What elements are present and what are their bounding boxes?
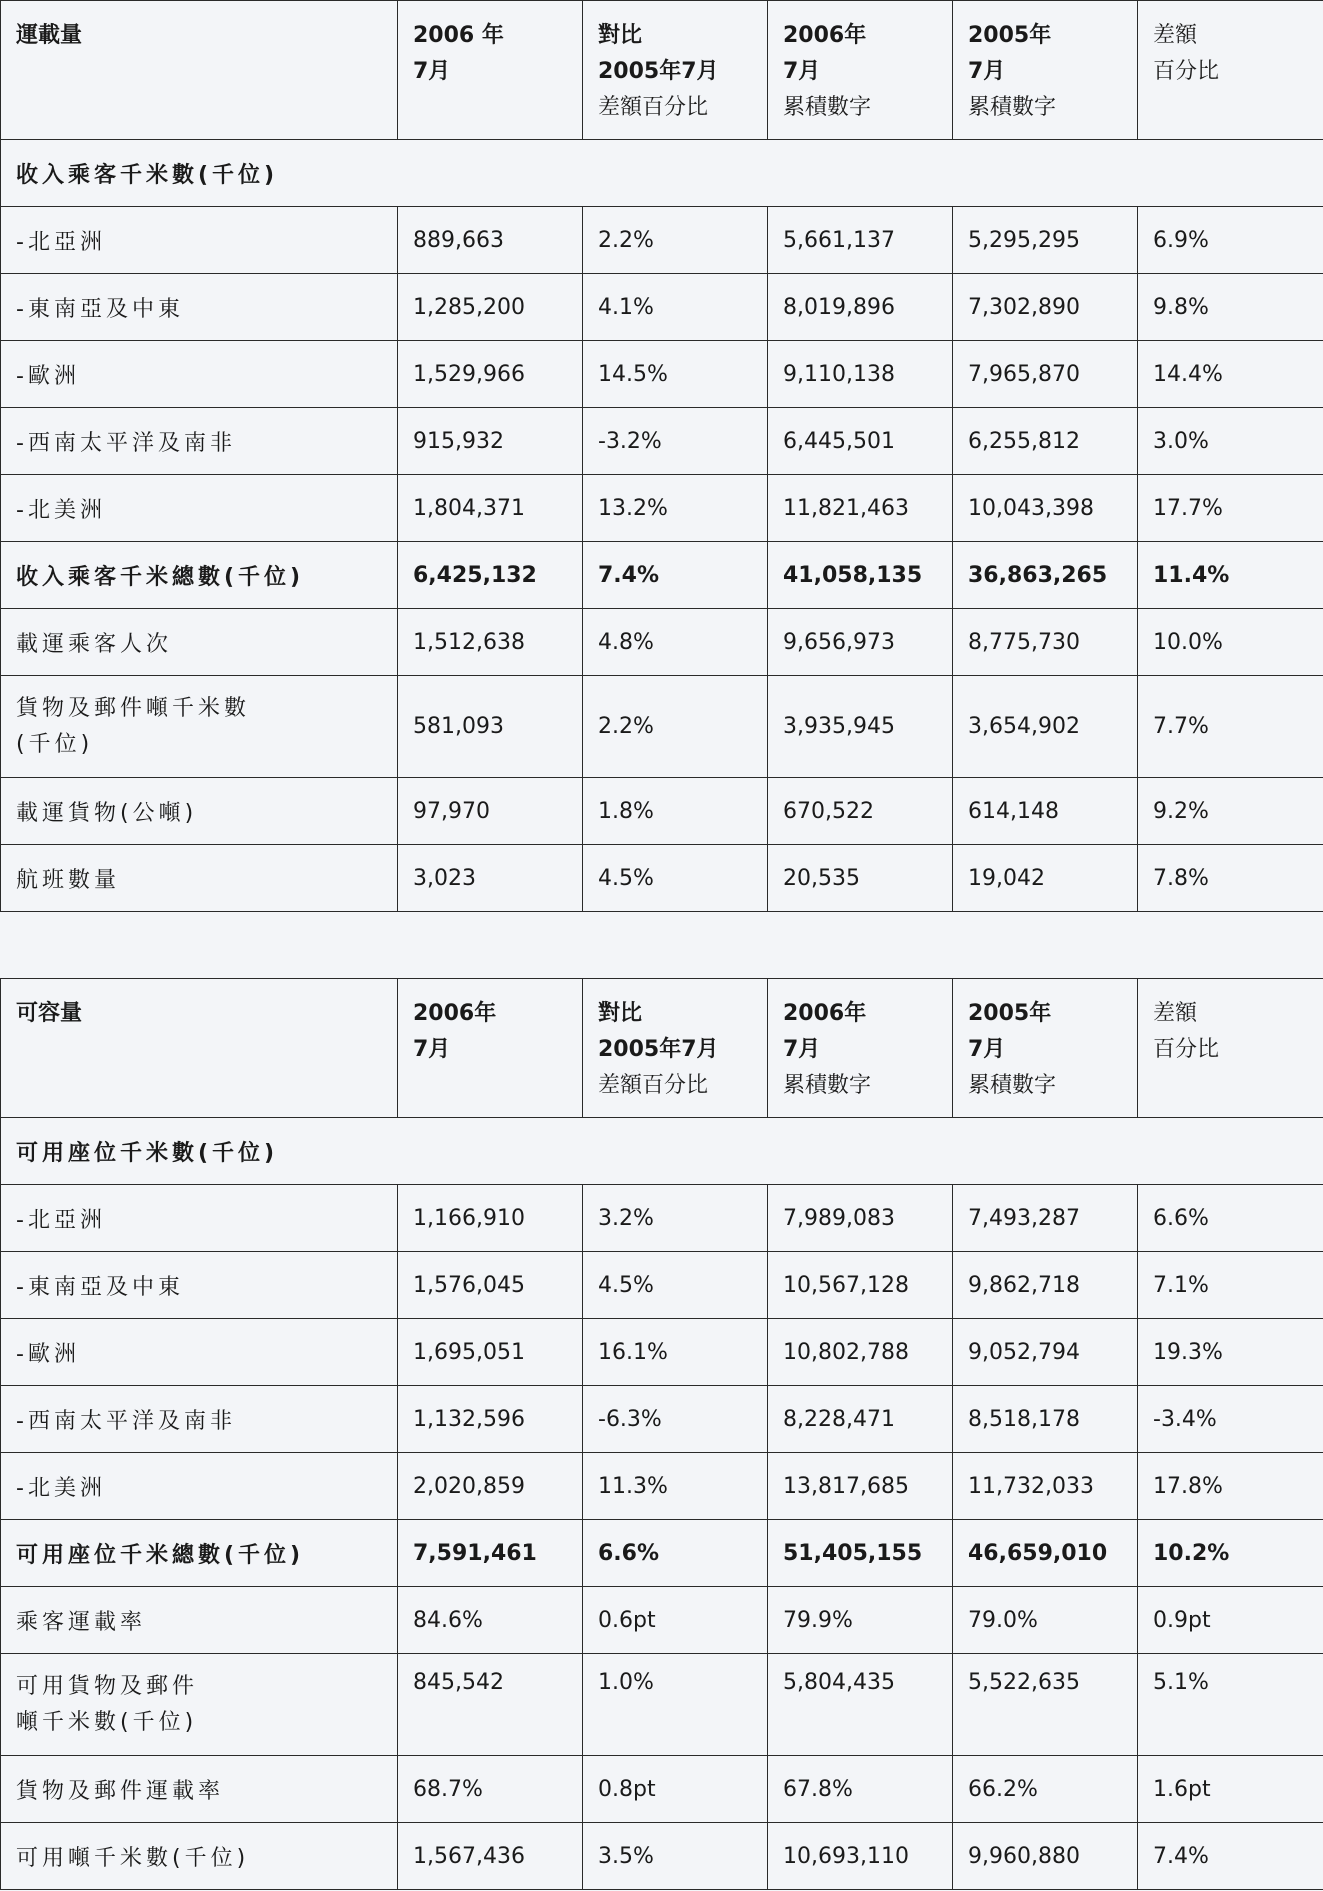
- table-row: [1, 1386, 1323, 1453]
- cell: 8,518,178: [953, 1386, 1138, 1453]
- cell: 9,656,973: [768, 609, 953, 676]
- cell: 6.9%: [1138, 207, 1323, 274]
- cell: 16.1%: [583, 1319, 768, 1386]
- cell: 8,019,896: [768, 274, 953, 341]
- cell: -3.2%: [583, 408, 768, 475]
- cell: 8,775,730: [953, 609, 1138, 676]
- cell: 3,935,945: [768, 676, 953, 778]
- table-row: [1, 778, 1323, 845]
- header-col-diff: 差額 百分比: [1138, 1, 1323, 140]
- cell: 41,058,135: [768, 542, 953, 609]
- cell: 3.0%: [1138, 408, 1323, 475]
- cell: 1,576,045: [398, 1252, 583, 1319]
- row-label: 可用座位千米總數(千位): [1, 1520, 398, 1587]
- cell: 10,802,788: [768, 1319, 953, 1386]
- cell: 1,695,051: [398, 1319, 583, 1386]
- cell: 7.7%: [1138, 676, 1323, 778]
- cell: 10,567,128: [768, 1252, 953, 1319]
- cell: 5,661,137: [768, 207, 953, 274]
- cell: 4.8%: [583, 609, 768, 676]
- row-label: -歐洲: [1, 1319, 398, 1386]
- cell: 9,862,718: [953, 1252, 1138, 1319]
- table-row: [1, 1587, 1323, 1654]
- cell: 1,132,596: [398, 1386, 583, 1453]
- row-label: 載運貨物(公噸): [1, 778, 398, 845]
- cell: 5,522,635: [953, 1654, 1138, 1756]
- row-label: -北亞洲: [1, 1185, 398, 1252]
- table-header-row: [1, 979, 1323, 1118]
- cell: 0.6pt: [583, 1587, 768, 1654]
- cell: 67.8%: [768, 1756, 953, 1823]
- row-label: 載運乘客人次: [1, 609, 398, 676]
- cell: 11,732,033: [953, 1453, 1138, 1520]
- row-label: -北亞洲: [1, 207, 398, 274]
- cell: 581,093: [398, 676, 583, 778]
- cell: 9,052,794: [953, 1319, 1138, 1386]
- table-row: [1, 676, 1323, 778]
- table-row: [1, 274, 1323, 341]
- section-title-row: [1, 1118, 1323, 1185]
- cell: 4.1%: [583, 274, 768, 341]
- cell: 614,148: [953, 778, 1138, 845]
- row-label: -東南亞及中東: [1, 1252, 398, 1319]
- header-col-ytd-2006: 2006年 7月 累積數字: [768, 1, 953, 140]
- header-col-ytd-2005: 2005年 7月 累積數字: [953, 1, 1138, 140]
- section-title: 可用座位千米數(千位): [1, 1118, 1323, 1185]
- header-col-month: 2006年 7月: [398, 979, 583, 1118]
- row-label: -西南太平洋及南非: [1, 408, 398, 475]
- row-label: -西南太平洋及南非: [1, 1386, 398, 1453]
- cell: 7,591,461: [398, 1520, 583, 1587]
- row-label: 乘客運載率: [1, 1587, 398, 1654]
- cell: 1,529,966: [398, 341, 583, 408]
- row-label: -北美洲: [1, 1453, 398, 1520]
- cell: 7.4%: [1138, 1823, 1323, 1890]
- row-label: -歐洲: [1, 341, 398, 408]
- cell: 5,804,435: [768, 1654, 953, 1756]
- cell: 6,255,812: [953, 408, 1138, 475]
- cell: 14.5%: [583, 341, 768, 408]
- cell: 7.1%: [1138, 1252, 1323, 1319]
- cell: 1,285,200: [398, 274, 583, 341]
- cell: 10,043,398: [953, 475, 1138, 542]
- cell: 3.2%: [583, 1185, 768, 1252]
- traffic-table: [0, 0, 1323, 912]
- cell: 1,567,436: [398, 1823, 583, 1890]
- row-label: 可用噸千米數(千位): [1, 1823, 398, 1890]
- header-label: 可容量: [1, 979, 398, 1118]
- cell: 6,445,501: [768, 408, 953, 475]
- cell: 5,295,295: [953, 207, 1138, 274]
- header-col-compare: 對比 2005年7月 差額百分比: [583, 1, 768, 140]
- cell: 889,663: [398, 207, 583, 274]
- cell: 10.2%: [1138, 1520, 1323, 1587]
- cell: 7,493,287: [953, 1185, 1138, 1252]
- row-label: -東南亞及中東: [1, 274, 398, 341]
- cell: 1,166,910: [398, 1185, 583, 1252]
- cell: 9,960,880: [953, 1823, 1138, 1890]
- cell: 13.2%: [583, 475, 768, 542]
- cell: 20,535: [768, 845, 953, 912]
- cell: 7,989,083: [768, 1185, 953, 1252]
- cell: 9.8%: [1138, 274, 1323, 341]
- cell: 1.8%: [583, 778, 768, 845]
- cell: 7,302,890: [953, 274, 1138, 341]
- cell: 79.9%: [768, 1587, 953, 1654]
- table-row: [1, 1756, 1323, 1823]
- cell: -3.4%: [1138, 1386, 1323, 1453]
- row-label: 可用貨物及郵件 噸千米數(千位): [1, 1654, 398, 1756]
- cell: 3,023: [398, 845, 583, 912]
- table-row: [1, 1823, 1323, 1890]
- cell: 97,970: [398, 778, 583, 845]
- cell: 9,110,138: [768, 341, 953, 408]
- cell: 11.3%: [583, 1453, 768, 1520]
- table-row: [1, 207, 1323, 274]
- cell: 66.2%: [953, 1756, 1138, 1823]
- cell: 670,522: [768, 778, 953, 845]
- total-row: [1, 1520, 1323, 1587]
- table-row: [1, 1453, 1323, 1520]
- cell: 68.7%: [398, 1756, 583, 1823]
- cell: 84.6%: [398, 1587, 583, 1654]
- row-label: 收入乘客千米總數(千位): [1, 542, 398, 609]
- cell: 6.6%: [1138, 1185, 1323, 1252]
- cell: 19.3%: [1138, 1319, 1323, 1386]
- table-row: [1, 1252, 1323, 1319]
- cell: 17.7%: [1138, 475, 1323, 542]
- table-row: [1, 475, 1323, 542]
- cell: 1,804,371: [398, 475, 583, 542]
- table-row: [1, 341, 1323, 408]
- cell: 5.1%: [1138, 1654, 1323, 1756]
- cell: 0.9pt: [1138, 1587, 1323, 1654]
- cell: 11.4%: [1138, 542, 1323, 609]
- row-label: 航班數量: [1, 845, 398, 912]
- cell: 51,405,155: [768, 1520, 953, 1587]
- cell: 79.0%: [953, 1587, 1138, 1654]
- row-label: 貨物及郵件噸千米數 (千位): [1, 676, 398, 778]
- cell: 17.8%: [1138, 1453, 1323, 1520]
- table-row: [1, 609, 1323, 676]
- table-row: [1, 1185, 1323, 1252]
- cell: 7.8%: [1138, 845, 1323, 912]
- capacity-table: [0, 978, 1323, 1890]
- table-row: [1, 1319, 1323, 1386]
- row-label: 貨物及郵件運載率: [1, 1756, 398, 1823]
- header-label: 運載量: [1, 1, 398, 140]
- row-label: -北美洲: [1, 475, 398, 542]
- cell: 4.5%: [583, 1252, 768, 1319]
- table-row: [1, 1654, 1323, 1756]
- cell: 845,542: [398, 1654, 583, 1756]
- table-header-row: [1, 1, 1323, 140]
- cell: 915,932: [398, 408, 583, 475]
- section-title: 收入乘客千米數(千位): [1, 140, 1323, 207]
- section-title-row: [1, 140, 1323, 207]
- cell: 1.0%: [583, 1654, 768, 1756]
- header-col-compare: 對比 2005年7月 差額百分比: [583, 979, 768, 1118]
- cell: 3,654,902: [953, 676, 1138, 778]
- cell: 9.2%: [1138, 778, 1323, 845]
- header-col-diff: 差額 百分比: [1138, 979, 1323, 1118]
- cell: 2.2%: [583, 207, 768, 274]
- cell: 7.4%: [583, 542, 768, 609]
- cell: 1,512,638: [398, 609, 583, 676]
- table-row: [1, 408, 1323, 475]
- table-row: [1, 845, 1323, 912]
- cell: 36,863,265: [953, 542, 1138, 609]
- cell: 11,821,463: [768, 475, 953, 542]
- cell: 10.0%: [1138, 609, 1323, 676]
- cell: 6,425,132: [398, 542, 583, 609]
- cell: 0.8pt: [583, 1756, 768, 1823]
- total-row: [1, 542, 1323, 609]
- cell: 13,817,685: [768, 1453, 953, 1520]
- cell: 1.6pt: [1138, 1756, 1323, 1823]
- cell: 6.6%: [583, 1520, 768, 1587]
- cell: 2.2%: [583, 676, 768, 778]
- cell: 14.4%: [1138, 341, 1323, 408]
- cell: 8,228,471: [768, 1386, 953, 1453]
- cell: 10,693,110: [768, 1823, 953, 1890]
- header-col-ytd-2005: 2005年 7月 累積數字: [953, 979, 1138, 1118]
- cell: 19,042: [953, 845, 1138, 912]
- cell: 3.5%: [583, 1823, 768, 1890]
- header-col-month: 2006 年 7月: [398, 1, 583, 140]
- cell: -6.3%: [583, 1386, 768, 1453]
- cell: 46,659,010: [953, 1520, 1138, 1587]
- cell: 4.5%: [583, 845, 768, 912]
- cell: 2,020,859: [398, 1453, 583, 1520]
- header-col-ytd-2006: 2006年 7月 累積數字: [768, 979, 953, 1118]
- cell: 7,965,870: [953, 341, 1138, 408]
